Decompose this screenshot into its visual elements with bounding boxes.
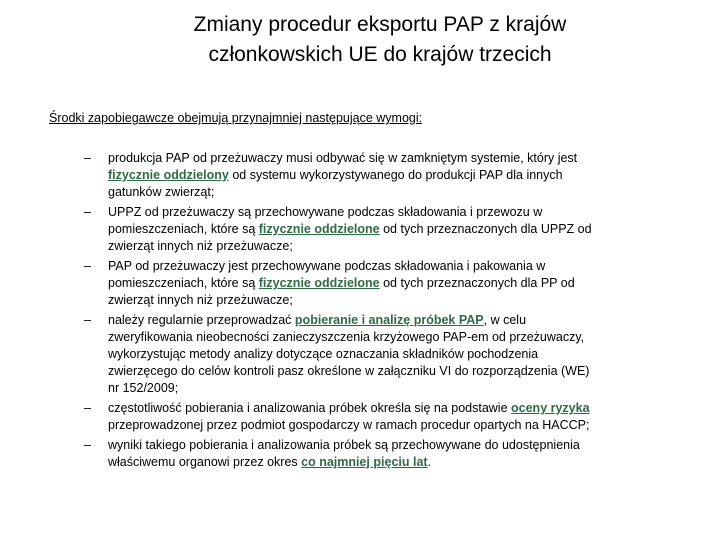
list-item bbox=[84, 437, 664, 471]
item-text bbox=[108, 400, 664, 417]
item-text: zwierzęcego do celów kontroli pasz określone w załączniku VI do rozporządzenia (WE) bbox=[108, 364, 590, 378]
highlight-phrase: oceny ryzyka bbox=[511, 401, 590, 415]
title-line-1: Zmiany procedur eksportu PAP z krajów bbox=[193, 13, 567, 36]
highlight-phrase: co najmniej pięciu lat bbox=[301, 455, 428, 469]
dash-bullet: – bbox=[84, 151, 91, 165]
slide-title bbox=[60, 10, 700, 70]
highlight-phrase: fizycznie oddzielony bbox=[108, 168, 229, 182]
item-text: . bbox=[427, 455, 432, 469]
item-text: nr 152/2009; bbox=[108, 381, 179, 395]
item-text: PAP od przeżuwaczy jest przechowywane podczas składowania i pakowania w bbox=[108, 259, 546, 273]
list-item bbox=[84, 312, 664, 397]
item-text: produkcja PAP od przeżuwaczy musi odbywać się w zamkniętym systemie, który jest bbox=[108, 151, 578, 165]
dash-bullet: – bbox=[84, 438, 91, 452]
item-text: , w celu bbox=[483, 313, 527, 327]
item-text bbox=[108, 221, 664, 238]
item-text: UPPZ od przeżuwaczy są przechowywane podczas składowania i przewozu w bbox=[108, 205, 543, 219]
item-text: zwierząt innych niż przeżuwacze; bbox=[108, 293, 293, 307]
list-item bbox=[84, 204, 664, 255]
highlight-phrase: pobieranie i analizę próbek PAP bbox=[294, 313, 484, 327]
requirements-list bbox=[84, 150, 664, 474]
item-text bbox=[108, 312, 664, 329]
list-item bbox=[84, 258, 664, 309]
item-text: wyniki takiego pobierania i analizowania próbek są przechowywane do udostępnienia bbox=[108, 438, 580, 452]
item-text: należy regularnie przeprowadzać bbox=[108, 313, 295, 327]
highlight-phrase: fizycznie oddzielone bbox=[258, 222, 380, 236]
dash-bullet: – bbox=[84, 313, 91, 327]
item-text bbox=[108, 454, 664, 471]
dash-bullet: – bbox=[84, 401, 91, 415]
item-text: od tych przeznaczonych dla UPPZ od bbox=[379, 222, 592, 236]
item-text: przeprowadzonej przez podmiot gospodarczy w ramach procedur opartych na HACCP; bbox=[108, 418, 590, 432]
item-text: zweryfikowania nieobecności zanieczyszczenia krzyżowego PAP-em od przeżuwaczy, bbox=[108, 330, 585, 344]
title-line-2: członkowskich UE do krajów trzecich bbox=[208, 43, 552, 66]
item-text: pomieszczeniach, które są bbox=[108, 276, 259, 290]
intro-text: Środki zapobiegawcze obejmują przynajmniej następujące wymogi: bbox=[49, 111, 423, 125]
item-text: częstotliwość pobierania i analizowania próbek określa się na podstawie bbox=[108, 401, 512, 415]
item-text: gatunków zwierząt; bbox=[108, 185, 215, 199]
dash-bullet: – bbox=[84, 205, 91, 219]
item-text: od systemu wykorzystywanego do produkcji PAP dla innych bbox=[228, 168, 563, 182]
list-item bbox=[84, 400, 664, 434]
dash-bullet: – bbox=[84, 259, 91, 273]
item-text: wykorzystując metody analizy dotyczące oznaczania składników pochodzenia bbox=[108, 347, 539, 361]
item-text bbox=[108, 167, 664, 184]
list-item bbox=[84, 150, 664, 201]
item-text: właściwemu organowi przez okres bbox=[108, 455, 302, 469]
item-text bbox=[108, 275, 664, 292]
highlight-phrase: fizycznie oddzielone bbox=[258, 276, 380, 290]
item-text: zwierząt innych niż przeżuwacze; bbox=[108, 239, 293, 253]
item-text: od tych przeznaczonych dla PP od bbox=[379, 276, 575, 290]
item-text: pomieszczeniach, które są bbox=[108, 222, 259, 236]
